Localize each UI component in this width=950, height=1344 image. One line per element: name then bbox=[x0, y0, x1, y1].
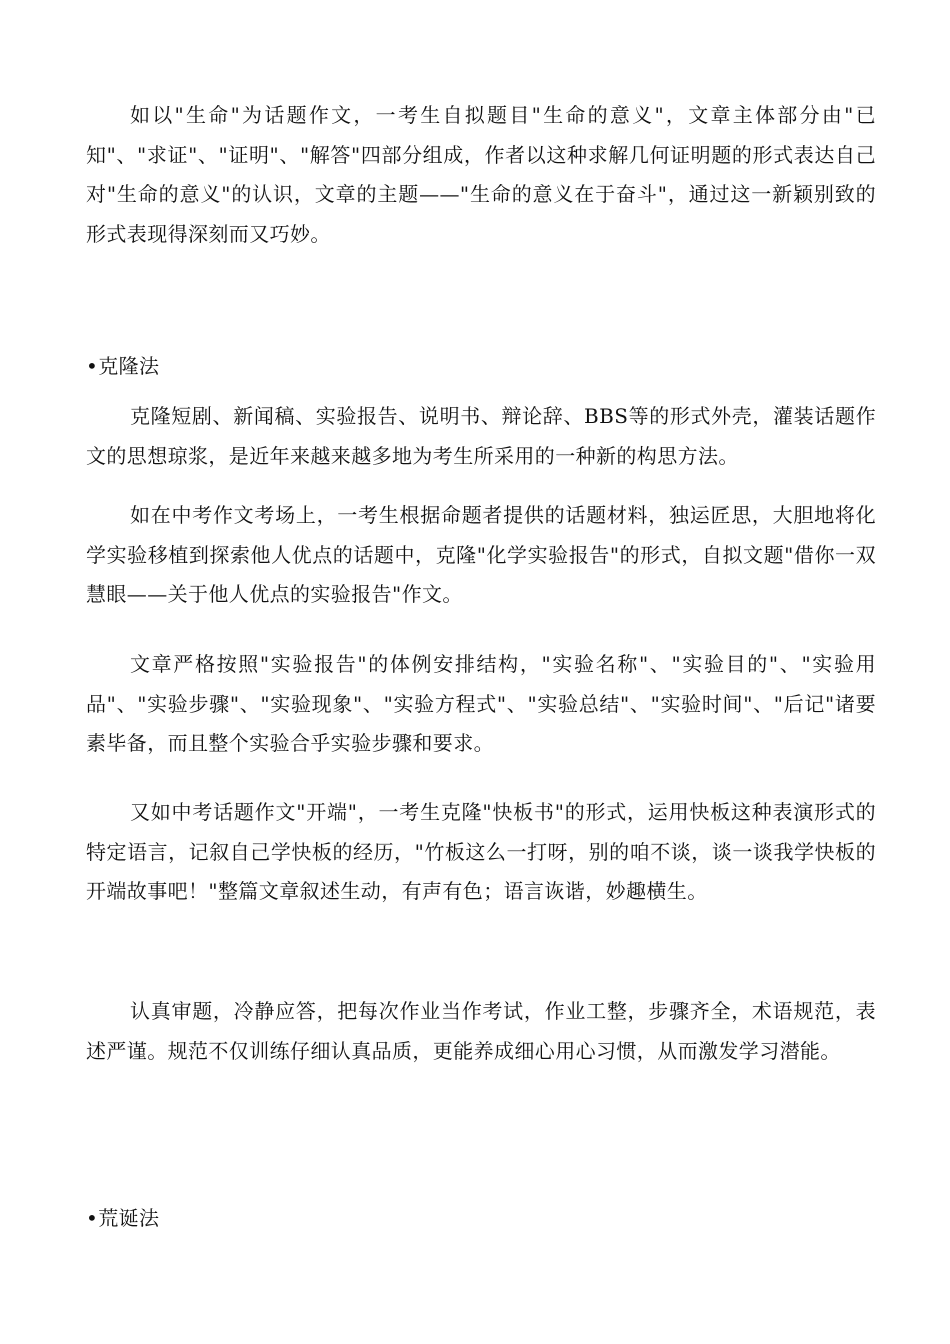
paragraph-study-habits: 认真审题，冷静应答，把每次作业当作考试，作业工整，步骤齐全，术语规范，表述严谨。规范不仅训练仔细认真品质，更能养成细心用心习惯，从而激发学习潜能。 bbox=[86, 999, 876, 1063]
paragraph-clone-intro: 克隆短剧、新闻稿、实验报告、说明书、辩论辞、BBS等的形式外壳，灌装话题作文的思想琼浆，是近年来越来越多地为考生所采用的一种新的构思方法。 bbox=[86, 404, 876, 468]
paragraph-life-topic: 如以"生命"为话题作文，一考生自拟题目"生命的意义"，文章主体部分由"已知"、"求证"、"证明"、"解答"四部分组成，作者以这种求解几何证明题的形式表达自己对"生命的意义"的认识，文章的主题——"生命的意义在于奋斗"，通过这一新颖别致的形式表现得深刻而又巧妙。 bbox=[86, 103, 876, 246]
section-heading-absurd-method: •荒诞法 bbox=[86, 1206, 160, 1230]
section-heading-clone-method: •克隆法 bbox=[86, 354, 160, 378]
paragraph-report-structure: 文章严格按照"实验报告"的体例安排结构，"实验名称"、"实验目的"、"实验用品"、"实验步骤"、"实验现象"、"实验方程式"、"实验总结"、"实验时间"、"后记"诸要素毕备，而且整个实验合乎实验步骤和要求。 bbox=[86, 652, 876, 755]
paragraph-kuaibanshu: 又如中考话题作文"开端"，一考生克隆"快板书"的形式，运用快板这种表演形式的特定语言，记叙自己学快板的经历，"竹板这么一打呀，别的咱不谈，谈一谈我学快板的开端故事吧！"整篇文章叙述生动，有声有色；语言诙谐，妙趣横生。 bbox=[86, 800, 876, 903]
paragraph-chemistry-report: 如在中考作文考场上，一考生根据命题者提供的话题材料，独运匠思，大胆地将化学实验移植到探索他人优点的话题中，克隆"化学实验报告"的形式，自拟文题"借你一双慧眼——关于他人优点的实验报告"作文。 bbox=[86, 503, 876, 606]
